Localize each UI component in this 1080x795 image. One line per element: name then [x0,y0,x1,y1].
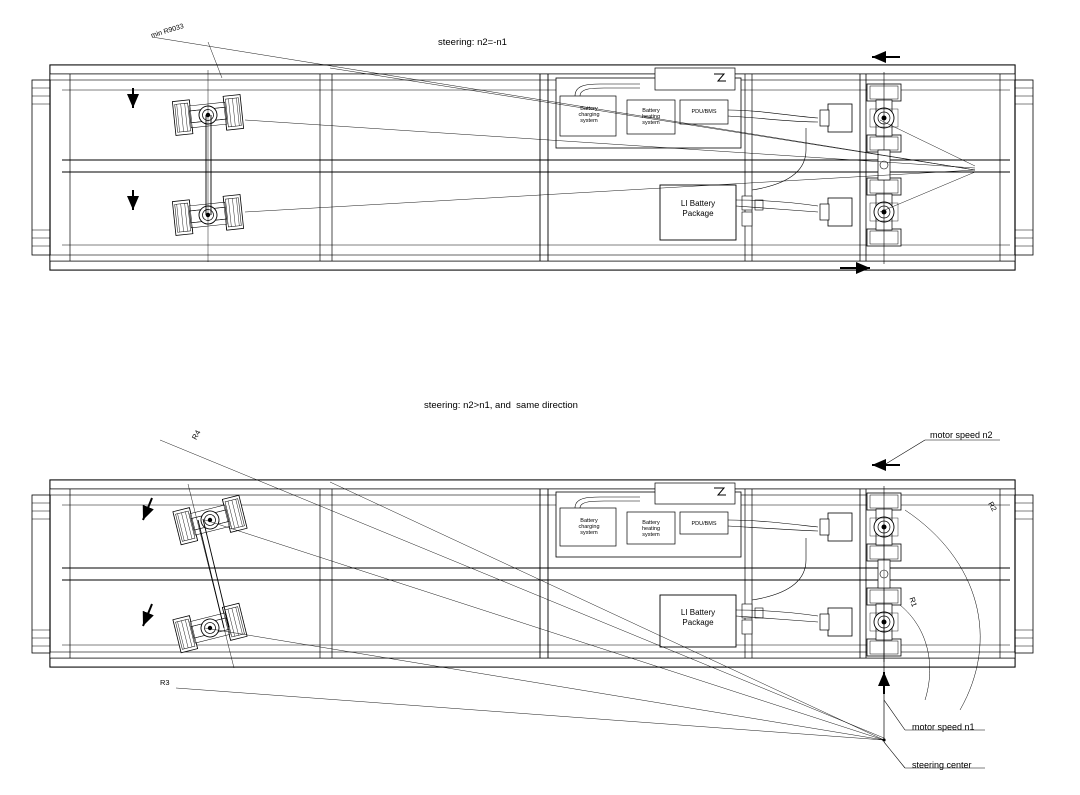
r3-label: R3 [160,678,170,687]
battery-heating-system-label-bottom: Battery heating system [641,520,661,538]
steer-axle-rear-2 [173,603,247,652]
pdu-bms-label-bottom: PDU/BMS [691,521,717,527]
battery-heating-system-label-top: Battery heating system [641,108,661,126]
motor-speed-n2-label: motor speed n2 [930,430,993,440]
pdu-bms-label-top: PDU/BMS [691,109,717,115]
r4-label: R4 [190,428,203,442]
li-battery-package-label-top: LI Battery Package [680,199,716,218]
r2-label: R2 [986,500,999,513]
li-battery-package-label-bottom: LI Battery Package [680,608,716,627]
bottom-view-title: steering: n2>n1, and same direction [424,400,578,411]
bottom-view [32,440,1033,768]
steer-axle-front-2 [173,495,247,544]
battery-charging-system-label-top: Battery charging system [578,106,600,124]
min-radius-label: min R9033 [150,23,185,40]
motor-speed-n1-label: motor speed n1 [912,722,975,732]
top-view [32,37,1033,270]
top-view-title: steering: n2=-n1 [438,37,507,48]
battery-charging-system-label-bottom: Battery charging system [578,518,600,536]
r1-label: R1 [907,596,919,608]
steering-center-label: steering center [912,760,972,770]
